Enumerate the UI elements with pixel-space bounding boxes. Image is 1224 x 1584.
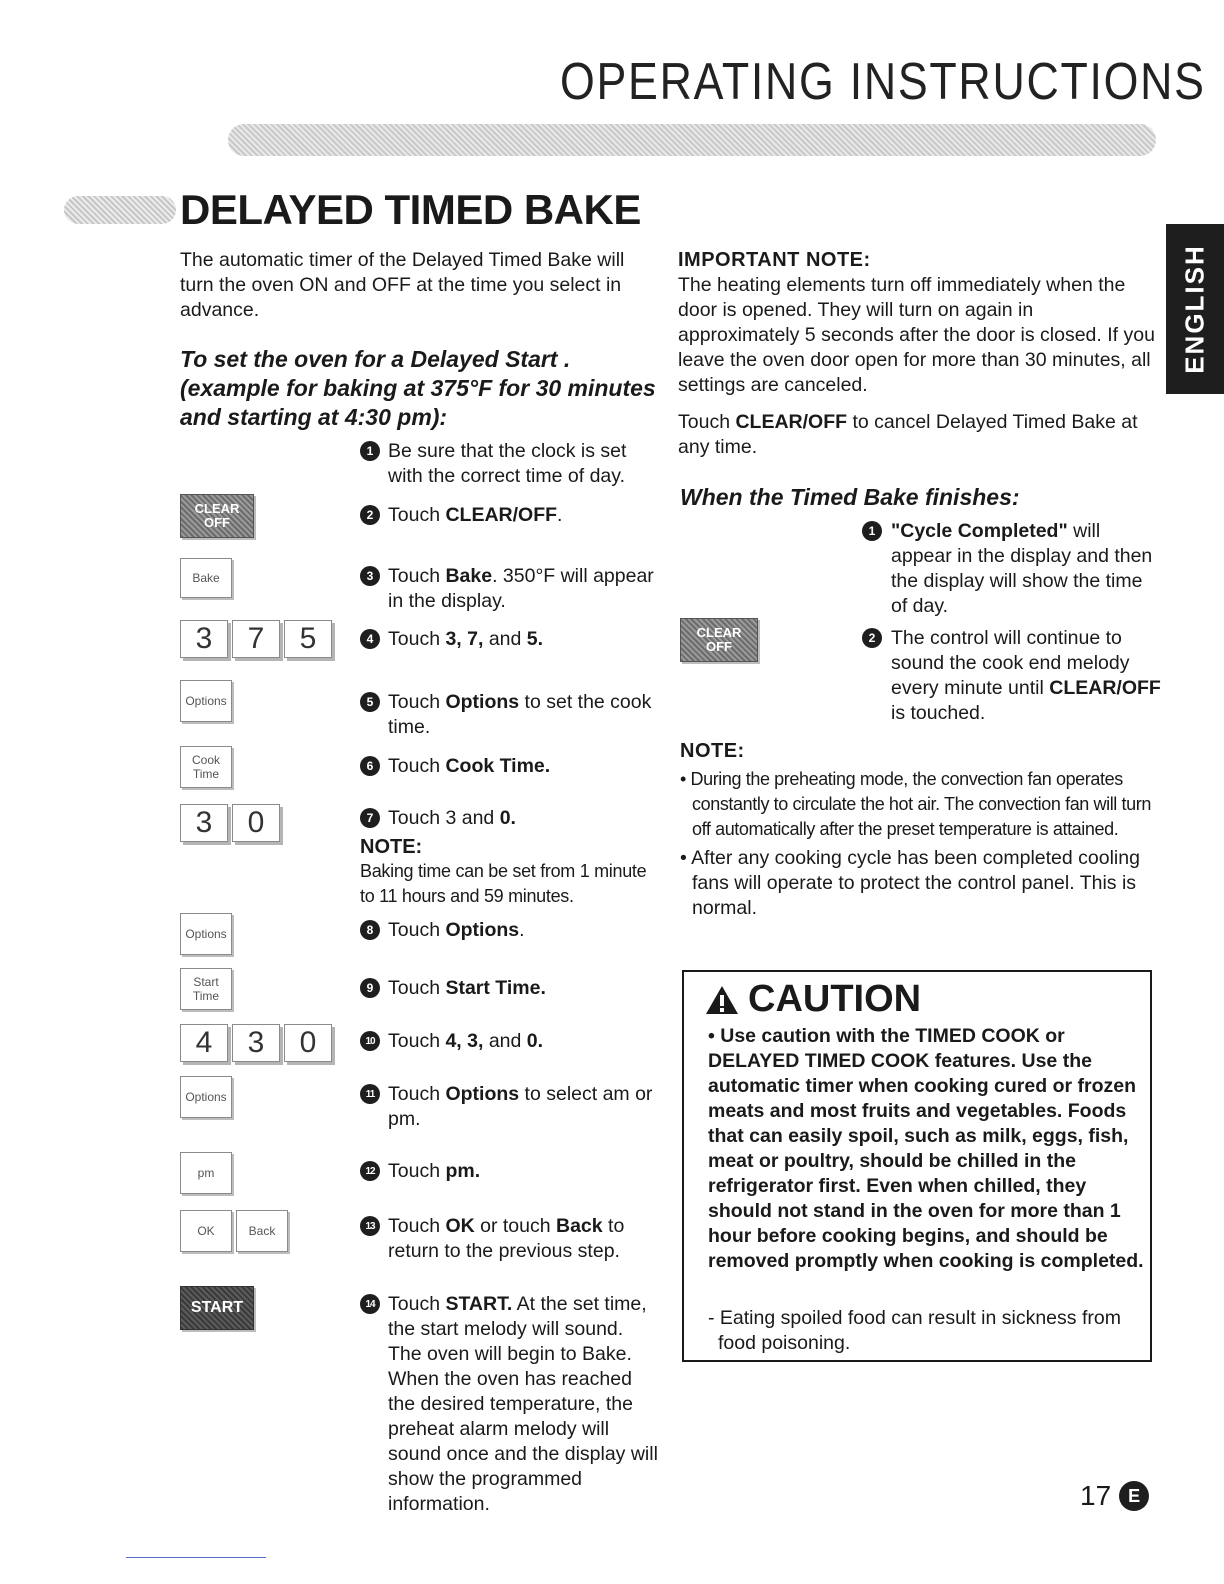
page-title: OPERATING INSTRUCTIONS [560,53,1206,111]
note-bullet: • During the preheating mode, the convection fan operates constantly to circulate the hot air. The convection fan will turn off automatically after the preset temperature is attained. [680,769,1151,839]
baking-time-note [360,836,660,909]
options-key: Options [180,680,232,722]
digit-key: 0 [284,1024,332,1062]
warning-triangle-icon [704,984,740,1016]
step-number: 3 [360,566,380,586]
subheading-line: To set the oven for a Delayed Start . [180,346,571,372]
procedure-subheading [180,345,660,432]
important-note-label: IMPORTANT NOTE: [678,249,871,271]
options-key: Options [180,1076,232,1118]
finish-heading: When the Timed Bake finishes: [680,484,1020,510]
step-number: 1 [862,521,882,541]
english-badge-icon: E [1119,1481,1149,1511]
step-text: Touch START. At the set time, the start melody will sound. The oven will begin to Bake. When the oven has reached the desired temperature, the preheat alarm melody will sound once and the display will show the programmed information. [388,1293,658,1515]
key-label: Time [192,989,220,1003]
key-label: OFF [706,639,732,654]
digit-key: 7 [232,620,280,658]
step-3 [360,564,660,614]
step-number: 5 [360,692,380,712]
step-number: 10 [360,1031,380,1051]
step-text: Touch Bake. 350°F will appear in the display. [388,565,654,612]
footer-rule [126,1557,266,1558]
clear-off-key [180,494,254,538]
note-label: NOTE: [360,836,423,858]
step-text: Touch 4, 3, and 0. [388,1030,544,1052]
step-14 [360,1292,660,1517]
step-4 [360,627,660,652]
step-text: Touch Cook Time. [388,755,551,777]
fan-note [680,740,1160,921]
step-text: Touch Start Time. [388,977,546,999]
cook-time-key [180,746,232,788]
subheading-line: and starting at 4:30 pm): [180,404,448,430]
caution-text: • Use caution with the TIMED COOK or DELAYED TIMED COOK features. Use the automatic timer when cooking cured or frozen meats and most fruits and vegetables. Foods that can easily spoil, such as milk, eggs, fish, meat or poultry, should be chilled in the refrigerator first. Even when chilled, they should not stand in the oven for more than 1 hour before cooking begins, and should be removed promptly when cooking is completed. [708,1025,1144,1272]
key-label: OFF [204,515,230,530]
key-label: Time [192,767,220,781]
page-number [1080,1480,1149,1512]
step-number: 2 [862,628,882,648]
key-label: CLEAR [194,501,240,516]
step-7 [360,806,660,831]
digit-key: 5 [284,620,332,658]
step-5 [360,690,660,740]
step-11 [360,1082,660,1132]
step-number: 8 [360,920,380,940]
step-number: 7 [360,808,380,828]
caution-label: CAUTION [748,978,922,1020]
start-time-key [180,968,232,1010]
subheading-line: (example for baking at 375°F for 30 minutes [180,375,656,401]
step-number: 13 [360,1216,380,1236]
intro-text: The automatic timer of the Delayed Timed Bake will turn the oven ON and OFF at the time you select in advance. [180,249,625,321]
digit-key: 3 [232,1024,280,1062]
step-number: 4 [360,629,380,649]
digit-key: 3 [180,620,228,658]
digit-key: 3 [180,804,228,842]
step-number: 11 [360,1084,380,1104]
step-number: 1 [360,441,380,461]
step-text: Touch OK or touch Back to return to the previous step. [388,1215,625,1262]
step-number: 9 [360,978,380,998]
step-10 [360,1029,660,1054]
options-key: Options [180,913,232,955]
bake-key: Bake [180,558,232,598]
caution-subtext: - Eating spoiled food can result in sickness from food poisoning. [708,1307,1121,1354]
step-text: The control will continue to sound the cook end melody every minute until CLEAR/OFF is touched. [891,627,1161,724]
step-number: 12 [360,1161,380,1181]
digit-key: 4 [180,1024,228,1062]
page-number-value: 17 [1080,1480,1112,1511]
step-text: Touch Options to select am or pm. [388,1083,653,1130]
header-bar [228,124,1156,156]
note-text: Baking time can be set from 1 minute to 11 hours and 59 minutes. [360,861,647,906]
step-number: 14 [360,1294,380,1314]
back-key: Back [236,1210,288,1252]
step-text: Touch Options to set the cook time. [388,691,652,738]
finish-step-1 [862,519,1162,619]
step-6 [360,754,660,779]
step-13 [360,1214,660,1264]
step-text: Touch Options. [388,919,525,941]
step-text: Be sure that the clock is set with the correct time of day. [388,440,627,487]
step-text: Touch CLEAR/OFF. [388,504,563,526]
caution-title [704,978,921,1021]
step-8 [360,918,660,943]
cancel-instruction: Touch CLEAR/OFF to cancel Delayed Timed Bake at any time. [678,411,1138,458]
section-title: DELAYED TIMED BAKE [180,186,641,233]
note-label: NOTE: [680,740,745,762]
clear-off-key [680,618,758,662]
language-tab-label: ENGLISH [1179,244,1210,374]
important-note-text: The heating elements turn off immediately when the door is opened. They will turn on again in approximately 5 seconds after the door is closed. If you leave the oven door open for more than 30 minutes, all settings are canceled. [678,274,1155,396]
step-text: "Cycle Completed" will appear in the display and then the display will show the time of day. [891,520,1153,617]
step-text: Touch pm. [388,1160,481,1182]
start-key: START [180,1286,254,1330]
key-label: Cook [191,753,220,767]
key-label: Start [193,975,219,989]
pm-key: pm [180,1152,232,1194]
key-label: CLEAR [696,625,742,640]
step-text: Touch 3, 7, and 5. [388,628,544,650]
digit-key: 0 [232,804,280,842]
finish-step-2 [862,626,1162,726]
step-number: 2 [360,505,380,525]
step-1 [360,439,660,489]
step-number: 6 [360,756,380,776]
important-note [678,248,1158,398]
step-12 [360,1159,660,1184]
step-2 [360,503,660,528]
section-marker [64,196,176,224]
step-9 [360,976,660,1001]
language-tab [1166,224,1224,394]
note-bullet: • After any cooking cycle has been completed cooling fans will operate to protect the control panel. This is normal. [680,847,1140,919]
caution-box [682,970,1152,1362]
ok-key: OK [180,1210,232,1252]
step-text: Touch 3 and 0. [388,807,516,829]
